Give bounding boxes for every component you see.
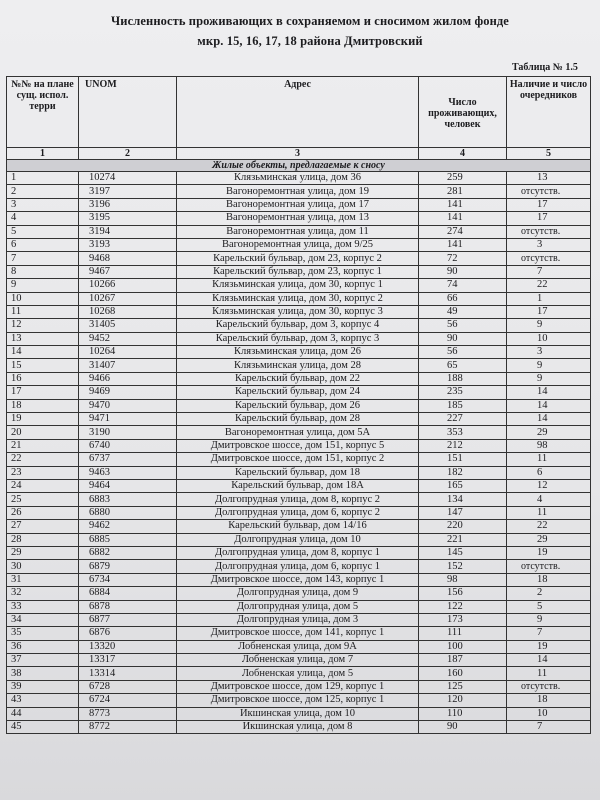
cell-plan-number: 39 — [7, 680, 79, 693]
cell-residents: 90 — [419, 265, 507, 278]
cell-address: Дмитровское шоссе, дом 143, корпус 1 — [177, 573, 419, 586]
cell-unom: 6879 — [79, 560, 177, 573]
cell-residents: 141 — [419, 198, 507, 211]
cell-unom: 9470 — [79, 399, 177, 412]
table-row — [7, 654, 591, 667]
cell-residents: 90 — [419, 721, 507, 734]
cell-unom: 9471 — [79, 413, 177, 426]
cell-residents: 227 — [419, 413, 507, 426]
cell-plan-number: 35 — [7, 627, 79, 640]
cell-queue: 5 — [507, 600, 591, 613]
cell-address: Долгопрудная улица, дом 8, корпус 1 — [177, 546, 419, 559]
table-row — [7, 721, 591, 734]
table-row — [7, 546, 591, 559]
cell-plan-number: 18 — [7, 399, 79, 412]
cell-unom: 6880 — [79, 506, 177, 519]
cell-unom: 3194 — [79, 225, 177, 238]
cell-unom: 9468 — [79, 252, 177, 265]
table-row — [7, 346, 591, 359]
cell-residents: 145 — [419, 546, 507, 559]
cell-address: Клязьминская улица, дом 30, корпус 3 — [177, 305, 419, 318]
cell-residents: 141 — [419, 238, 507, 251]
cell-queue: 14 — [507, 386, 591, 399]
cell-plan-number: 14 — [7, 346, 79, 359]
cell-plan-number: 7 — [7, 252, 79, 265]
cell-unom: 6737 — [79, 453, 177, 466]
table-row — [7, 667, 591, 680]
cell-residents: 156 — [419, 587, 507, 600]
cell-address: Лобненская улица, дом 5 — [177, 667, 419, 680]
cell-residents: 274 — [419, 225, 507, 238]
table-row — [7, 265, 591, 278]
cell-unom: 10267 — [79, 292, 177, 305]
cell-residents: 173 — [419, 613, 507, 626]
table-row — [7, 613, 591, 626]
cell-queue: 2 — [507, 587, 591, 600]
cell-residents: 220 — [419, 520, 507, 533]
cell-unom: 8773 — [79, 707, 177, 720]
cell-address: Карельский бульвар, дом 23, корпус 1 — [177, 265, 419, 278]
cell-unom: 9467 — [79, 265, 177, 278]
cell-plan-number: 36 — [7, 640, 79, 653]
document-title: Численность проживающих в сохраняемом и сносимом жилом фонде — [111, 14, 509, 28]
cell-address: Долгопрудная улица, дом 3 — [177, 613, 419, 626]
cell-address: Дмитровское шоссе, дом 151, корпус 5 — [177, 439, 419, 452]
cell-unom: 6883 — [79, 493, 177, 506]
cell-unom: 10274 — [79, 172, 177, 185]
cell-residents: 182 — [419, 466, 507, 479]
cell-plan-number: 8 — [7, 265, 79, 278]
header-unom: UNOM — [79, 77, 177, 148]
cell-plan-number: 13 — [7, 332, 79, 345]
cell-unom: 9463 — [79, 466, 177, 479]
table-row — [7, 573, 591, 586]
cell-unom: 6876 — [79, 627, 177, 640]
table-row — [7, 372, 591, 385]
cell-unom: 10264 — [79, 346, 177, 359]
cell-plan-number: 45 — [7, 721, 79, 734]
cell-unom: 31405 — [79, 319, 177, 332]
cell-queue: 11 — [507, 453, 591, 466]
cell-address: Карельский бульвар, дом 22 — [177, 372, 419, 385]
cell-residents: 56 — [419, 346, 507, 359]
table-row — [7, 319, 591, 332]
cell-plan-number: 19 — [7, 413, 79, 426]
cell-residents: 122 — [419, 600, 507, 613]
cell-plan-number: 29 — [7, 546, 79, 559]
cell-unom: 9462 — [79, 520, 177, 533]
cell-queue: 18 — [507, 573, 591, 586]
cell-address: Карельский бульвар, дом 3, корпус 4 — [177, 319, 419, 332]
cell-plan-number: 20 — [7, 426, 79, 439]
cell-queue: отсутств. — [507, 185, 591, 198]
cell-residents: 165 — [419, 479, 507, 492]
column-number: 1 — [7, 148, 79, 160]
cell-address: Клязьминская улица, дом 26 — [177, 346, 419, 359]
cell-address: Долгопрудная улица, дом 9 — [177, 587, 419, 600]
cell-unom: 3190 — [79, 426, 177, 439]
table-row — [7, 694, 591, 707]
cell-queue: 9 — [507, 613, 591, 626]
cell-residents: 98 — [419, 573, 507, 586]
header-residents: Число проживающих, человек — [419, 77, 507, 148]
header-plan-number: №№ на плане сущ. испол. терри — [7, 77, 79, 148]
cell-plan-number: 27 — [7, 520, 79, 533]
table-row — [7, 185, 591, 198]
cell-queue: 14 — [507, 399, 591, 412]
column-number: 2 — [79, 148, 177, 160]
cell-unom: 9452 — [79, 332, 177, 345]
table-row — [7, 426, 591, 439]
table-row — [7, 359, 591, 372]
cell-address: Лобненская улица, дом 9А — [177, 640, 419, 653]
cell-plan-number: 31 — [7, 573, 79, 586]
cell-residents: 134 — [419, 493, 507, 506]
cell-queue: 3 — [507, 238, 591, 251]
cell-queue: 17 — [507, 212, 591, 225]
cell-queue: 9 — [507, 372, 591, 385]
cell-queue: 19 — [507, 546, 591, 559]
table-row — [7, 279, 591, 292]
cell-residents: 66 — [419, 292, 507, 305]
cell-address: Долгопрудная улица, дом 6, корпус 1 — [177, 560, 419, 573]
cell-address: Клязьминская улица, дом 30, корпус 2 — [177, 292, 419, 305]
cell-unom: 6734 — [79, 573, 177, 586]
cell-plan-number: 11 — [7, 305, 79, 318]
cell-queue: 12 — [507, 479, 591, 492]
cell-plan-number: 17 — [7, 386, 79, 399]
table-row — [7, 172, 591, 185]
column-number: 4 — [419, 148, 507, 160]
cell-queue: 29 — [507, 533, 591, 546]
table-row — [7, 413, 591, 426]
table-row — [7, 305, 591, 318]
cell-queue: 22 — [507, 520, 591, 533]
cell-plan-number: 24 — [7, 479, 79, 492]
cell-queue: 9 — [507, 319, 591, 332]
cell-plan-number: 3 — [7, 198, 79, 211]
cell-plan-number: 16 — [7, 372, 79, 385]
cell-queue: 7 — [507, 627, 591, 640]
cell-residents: 281 — [419, 185, 507, 198]
cell-unom: 6740 — [79, 439, 177, 452]
cell-queue: 98 — [507, 439, 591, 452]
cell-address: Дмитровское шоссе, дом 129, корпус 1 — [177, 680, 419, 693]
cell-residents: 125 — [419, 680, 507, 693]
cell-plan-number: 25 — [7, 493, 79, 506]
cell-address: Икшинская улица, дом 8 — [177, 721, 419, 734]
cell-unom: 13314 — [79, 667, 177, 680]
cell-unom: 6877 — [79, 613, 177, 626]
cell-unom: 6728 — [79, 680, 177, 693]
cell-plan-number: 1 — [7, 172, 79, 185]
cell-address: Карельский бульвар, дом 3, корпус 3 — [177, 332, 419, 345]
cell-residents: 72 — [419, 252, 507, 265]
cell-residents: 49 — [419, 305, 507, 318]
cell-address: Клязьминская улица, дом 28 — [177, 359, 419, 372]
cell-queue: 3 — [507, 346, 591, 359]
cell-address: Клязьминская улица, дом 36 — [177, 172, 419, 185]
cell-plan-number: 32 — [7, 587, 79, 600]
table-row — [7, 212, 591, 225]
residents-table — [6, 76, 591, 734]
table-row — [7, 453, 591, 466]
cell-unom: 10268 — [79, 305, 177, 318]
table-number-label: Таблица № 1.5 — [512, 62, 578, 73]
table-row — [7, 600, 591, 613]
cell-address: Вагоноремонтная улица, дом 5А — [177, 426, 419, 439]
cell-plan-number: 9 — [7, 279, 79, 292]
table-row — [7, 479, 591, 492]
cell-address: Вагоноремонтная улица, дом 17 — [177, 198, 419, 211]
cell-queue: 14 — [507, 413, 591, 426]
cell-residents: 160 — [419, 667, 507, 680]
cell-queue: 18 — [507, 694, 591, 707]
cell-plan-number: 44 — [7, 707, 79, 720]
cell-unom: 3197 — [79, 185, 177, 198]
cell-residents: 65 — [419, 359, 507, 372]
cell-plan-number: 12 — [7, 319, 79, 332]
cell-address: Долгопрудная улица, дом 6, корпус 2 — [177, 506, 419, 519]
cell-plan-number: 4 — [7, 212, 79, 225]
cell-unom: 6885 — [79, 533, 177, 546]
cell-unom: 3193 — [79, 238, 177, 251]
cell-plan-number: 30 — [7, 560, 79, 573]
cell-address: Карельский бульвар, дом 28 — [177, 413, 419, 426]
cell-residents: 259 — [419, 172, 507, 185]
table-row — [7, 493, 591, 506]
cell-plan-number: 34 — [7, 613, 79, 626]
cell-unom: 9466 — [79, 372, 177, 385]
cell-unom: 3195 — [79, 212, 177, 225]
cell-residents: 187 — [419, 654, 507, 667]
cell-queue: 10 — [507, 707, 591, 720]
cell-residents: 100 — [419, 640, 507, 653]
cell-address: Карельский бульвар, дом 14/16 — [177, 520, 419, 533]
cell-plan-number: 26 — [7, 506, 79, 519]
cell-residents: 90 — [419, 332, 507, 345]
cell-plan-number: 43 — [7, 694, 79, 707]
cell-residents: 110 — [419, 707, 507, 720]
section-title: Жилые объекты, предлагаемые к сносу — [7, 160, 591, 172]
cell-queue: 14 — [507, 654, 591, 667]
cell-address: Икшинская улица, дом 10 — [177, 707, 419, 720]
cell-address: Долгопрудная улица, дом 10 — [177, 533, 419, 546]
cell-residents: 188 — [419, 372, 507, 385]
cell-queue: 9 — [507, 359, 591, 372]
cell-plan-number: 10 — [7, 292, 79, 305]
cell-unom: 3196 — [79, 198, 177, 211]
cell-queue: отсутств. — [507, 252, 591, 265]
table-row — [7, 238, 591, 251]
cell-plan-number: 37 — [7, 654, 79, 667]
cell-unom: 6878 — [79, 600, 177, 613]
table-row — [7, 439, 591, 452]
cell-residents: 185 — [419, 399, 507, 412]
header-address: Адрес — [177, 77, 419, 148]
table-row — [7, 640, 591, 653]
cell-unom: 6724 — [79, 694, 177, 707]
cell-queue: 17 — [507, 198, 591, 211]
cell-residents: 152 — [419, 560, 507, 573]
cell-unom: 10266 — [79, 279, 177, 292]
header-queue: Наличие и число очередников — [507, 77, 591, 148]
cell-unom: 9469 — [79, 386, 177, 399]
cell-plan-number: 15 — [7, 359, 79, 372]
cell-address: Вагоноремонтная улица, дом 11 — [177, 225, 419, 238]
cell-residents: 74 — [419, 279, 507, 292]
cell-residents: 56 — [419, 319, 507, 332]
table-row — [7, 198, 591, 211]
table-row — [7, 560, 591, 573]
table-row — [7, 680, 591, 693]
cell-plan-number: 33 — [7, 600, 79, 613]
cell-queue: 17 — [507, 305, 591, 318]
table-row — [7, 587, 591, 600]
cell-queue: 10 — [507, 332, 591, 345]
cell-plan-number: 5 — [7, 225, 79, 238]
column-number-row — [7, 148, 591, 160]
cell-residents: 111 — [419, 627, 507, 640]
table-row — [7, 252, 591, 265]
cell-plan-number: 22 — [7, 453, 79, 466]
cell-queue: 11 — [507, 506, 591, 519]
table-row — [7, 627, 591, 640]
cell-unom: 6884 — [79, 587, 177, 600]
cell-residents: 147 — [419, 506, 507, 519]
cell-address: Карельский бульвар, дом 23, корпус 2 — [177, 252, 419, 265]
cell-plan-number: 2 — [7, 185, 79, 198]
table-row — [7, 292, 591, 305]
table-row — [7, 399, 591, 412]
cell-residents: 353 — [419, 426, 507, 439]
cell-unom: 6882 — [79, 546, 177, 559]
cell-plan-number: 28 — [7, 533, 79, 546]
cell-plan-number: 6 — [7, 238, 79, 251]
cell-unom: 8772 — [79, 721, 177, 734]
cell-address: Карельский бульвар, дом 18А — [177, 479, 419, 492]
cell-address: Дмитровское шоссе, дом 151, корпус 2 — [177, 453, 419, 466]
cell-unom: 13320 — [79, 640, 177, 653]
table-row — [7, 466, 591, 479]
column-number: 5 — [507, 148, 591, 160]
cell-queue: 22 — [507, 279, 591, 292]
cell-address: Долгопрудная улица, дом 8, корпус 2 — [177, 493, 419, 506]
cell-address: Вагоноремонтная улица, дом 13 — [177, 212, 419, 225]
cell-address: Карельский бульвар, дом 24 — [177, 386, 419, 399]
cell-plan-number: 21 — [7, 439, 79, 452]
table-row — [7, 332, 591, 345]
cell-residents: 141 — [419, 212, 507, 225]
cell-unom: 13317 — [79, 654, 177, 667]
table-header-row — [7, 77, 591, 148]
table-row — [7, 520, 591, 533]
cell-queue: отсутств. — [507, 680, 591, 693]
cell-queue: отсутств. — [507, 560, 591, 573]
cell-queue: 4 — [507, 493, 591, 506]
cell-address: Дмитровское шоссе, дом 141, корпус 1 — [177, 627, 419, 640]
section-header-row — [7, 160, 591, 172]
cell-unom: 9464 — [79, 479, 177, 492]
cell-queue: 11 — [507, 667, 591, 680]
cell-residents: 212 — [419, 439, 507, 452]
cell-address: Лобненская улица, дом 7 — [177, 654, 419, 667]
cell-address: Дмитровское шоссе, дом 125, корпус 1 — [177, 694, 419, 707]
cell-residents: 235 — [419, 386, 507, 399]
cell-unom: 31407 — [79, 359, 177, 372]
table-row — [7, 533, 591, 546]
cell-queue: 7 — [507, 721, 591, 734]
document-subtitle: мкр. 15, 16, 17, 18 района Дмитровский — [197, 34, 423, 48]
cell-queue: 19 — [507, 640, 591, 653]
cell-residents: 221 — [419, 533, 507, 546]
cell-address: Клязьминская улица, дом 30, корпус 1 — [177, 279, 419, 292]
cell-queue: 13 — [507, 172, 591, 185]
cell-queue: 1 — [507, 292, 591, 305]
cell-address: Карельский бульвар, дом 18 — [177, 466, 419, 479]
cell-residents: 120 — [419, 694, 507, 707]
table-row — [7, 386, 591, 399]
cell-address: Вагоноремонтная улица, дом 19 — [177, 185, 419, 198]
cell-address: Вагоноремонтная улица, дом 9/25 — [177, 238, 419, 251]
column-number: 3 — [177, 148, 419, 160]
cell-queue: 29 — [507, 426, 591, 439]
cell-address: Долгопрудная улица, дом 5 — [177, 600, 419, 613]
table-row — [7, 225, 591, 238]
cell-plan-number: 23 — [7, 466, 79, 479]
cell-queue: 6 — [507, 466, 591, 479]
cell-queue: 7 — [507, 265, 591, 278]
cell-residents: 151 — [419, 453, 507, 466]
cell-plan-number: 38 — [7, 667, 79, 680]
cell-address: Карельский бульвар, дом 26 — [177, 399, 419, 412]
table-row — [7, 707, 591, 720]
cell-queue: отсутств. — [507, 225, 591, 238]
table-row — [7, 506, 591, 519]
